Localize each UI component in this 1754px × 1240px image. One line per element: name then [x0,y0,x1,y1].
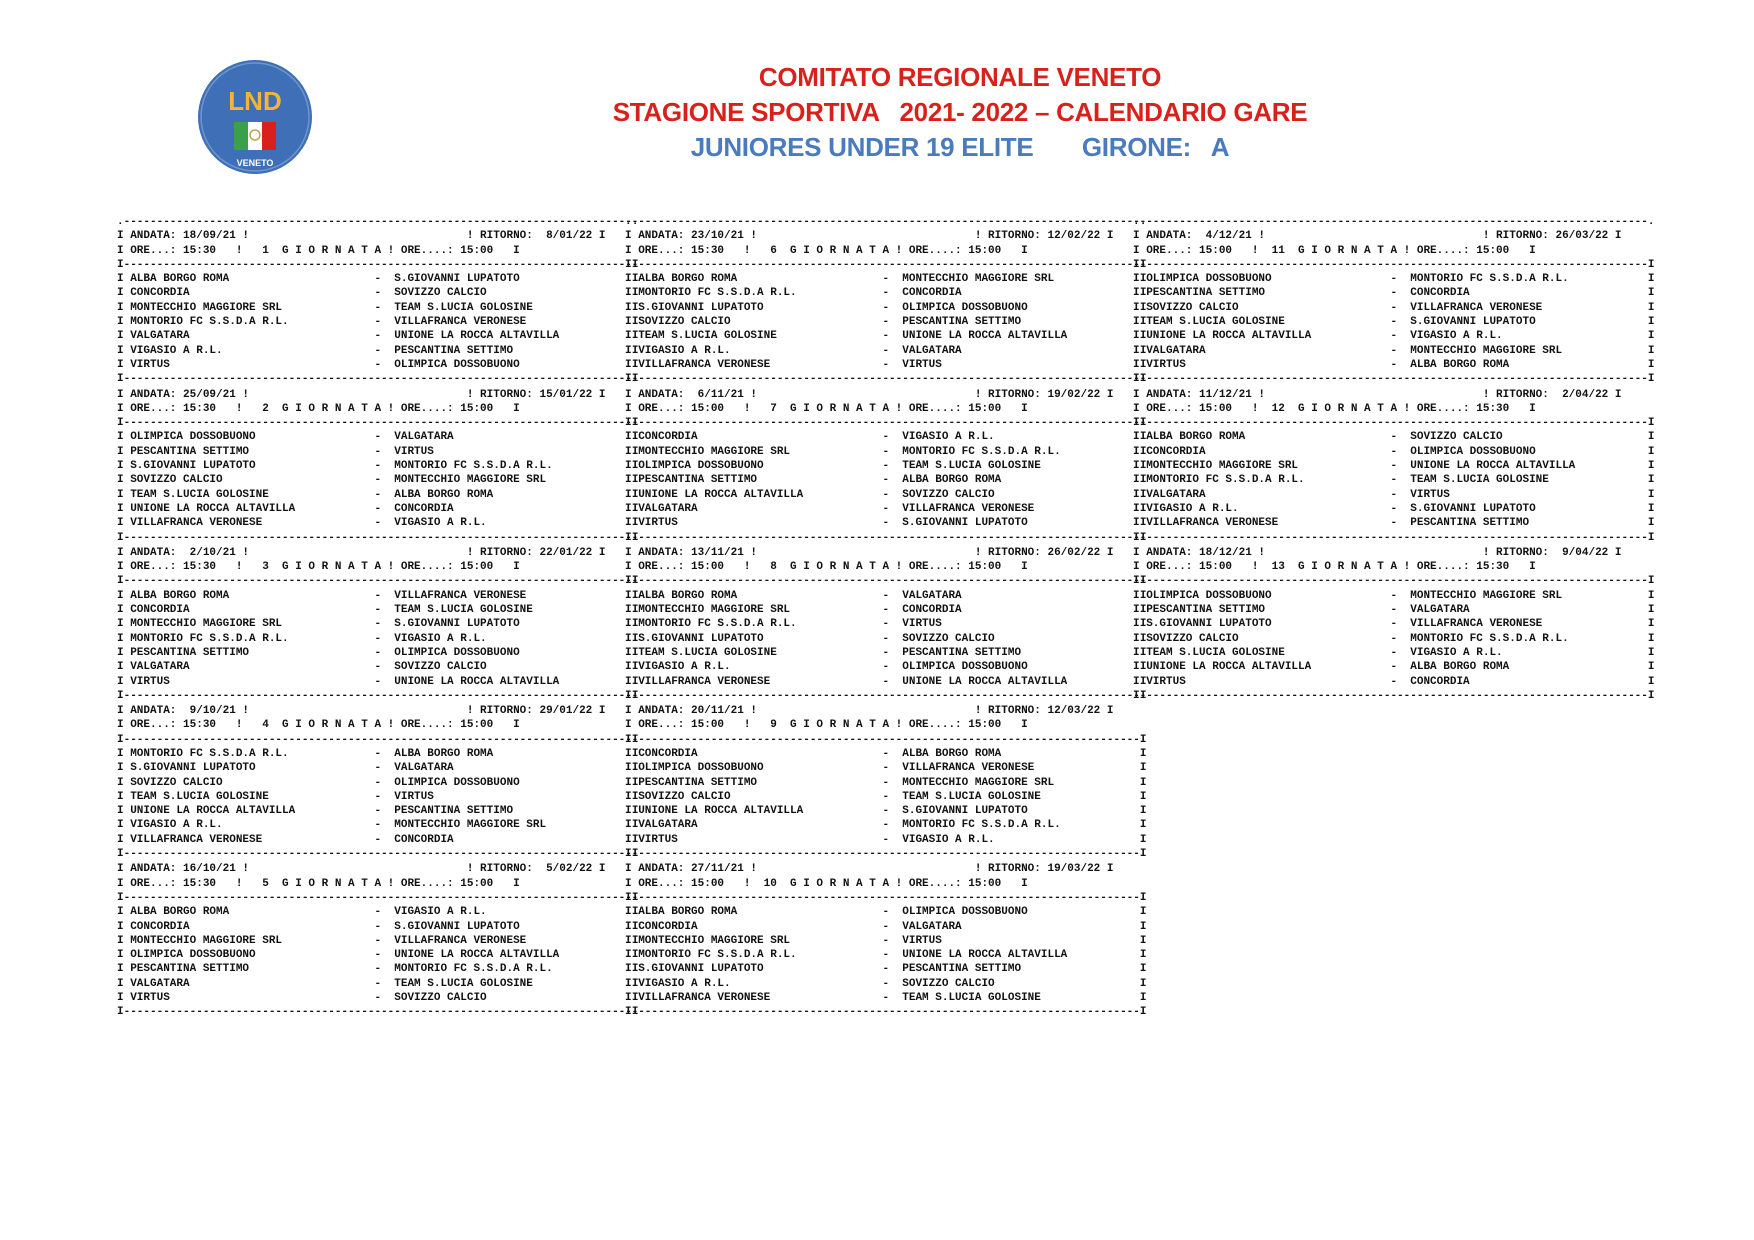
giornata-text: I ANDATA: 2/10/21 ! ! RITORNO: 22/01/22 I I ORE...: 15:30 ! 3 G I O R N A T A ! ORE....: 15:00 I I-----------------------------------------------------------------------------I I ALBA BORGO ROMA - VILLAFRANCA VERONESE I I CONCORDIA - TEAM S.LUCIA GOLOSINE I I MONTECCHIO MAGGIORE SRL - S.GIOVANNI LUPATOTO I I MONTORIO FC S.S.D.A R.L. - VIGASIO A R.L. I I PESCANTINA SETTIMO - OLIMPICA DOSSOBUONO I I VALGATARA - SOVIZZO CALCIO I I VIRTUS - UNIONE LA ROCCA ALTAVILLA I I-----------------------------------------------------------------------------I [117,546,639,702]
giornata-text: .-----------------------------------------------------------------------------. I ANDATA: 4/12/21 ! ! RITORNO: 26/03/22 I I ORE...: 15:00 ! 11 G I O R N A T A ! ORE....: 15:00 I I-----------------------------------------------------------------------------I I OLIMPICA DOSSOBUONO - MONTORIO FC S.S.D.A R.L. I I PESCANTINA SETTIMO - CONCORDIA I I SOVIZZO CALCIO - VILLAFRANCA VERONESE I I TEAM S.LUCIA GOLOSINE - S.GIOVANNI LUPATOTO I I UNIONE LA ROCCA ALTAVILLA - VIGASIO A R.L. I I VALGATARA - MONTECCHIO MAGGIORE SRL I I VIRTUS - ALBA BORGO ROMA I I-----------------------------------------------------------------------------I [1133,216,1655,386]
logo-text: LND [228,86,282,116]
calendar-column [1133,215,1655,704]
document-header [450,60,1470,165]
header-season: STAGIONE SPORTIVA 2021- 2022 – CALENDARIO GARE [612,97,1308,127]
giornata-block [117,215,639,387]
giornata-block [625,215,1147,387]
giornata-text: I ANDATA: 6/11/21 ! ! RITORNO: 19/02/22 I I ORE...: 15:00 ! 7 G I O R N A T A ! ORE....: 15:00 I I-----------------------------------------------------------------------------I I CONCORDIA - VIGASIO A R.L. I I MONTECCHIO MAGGIORE SRL - MONTORIO FC S.S.D.A R.L. I I OLIMPICA DOSSOBUONO - TEAM S.LUCIA GOLOSINE I I PESCANTINA SETTIMO - ALBA BORGO ROMA I I UNIONE LA ROCCA ALTAVILLA - SOVIZZO CALCIO I I VALGATARA - VILLAFRANCA VERONESE I I VIRTUS - S.GIOVANNI LUPATOTO I I-----------------------------------------------------------------------------I [625,388,1147,544]
giornata-text: I ANDATA: 16/10/21 ! ! RITORNO: 5/02/22 I I ORE...: 15:30 ! 5 G I O R N A T A ! ORE....: 15:00 I I-----------------------------------------------------------------------------I I ALBA BORGO ROMA - VIGASIO A R.L. I I CONCORDIA - S.GIOVANNI LUPATOTO I I MONTECCHIO MAGGIORE SRL - VILLAFRANCA VERONESE I I OLIMPICA DOSSOBUONO - UNIONE LA ROCCA ALTAVILLA I I PESCANTINA SETTIMO - MONTORIO FC S.S.D.A R.L. I I VALGATARA - TEAM S.LUCIA GOLOSINE I I VIRTUS - SOVIZZO CALCIO I I-----------------------------------------------------------------------------I [117,863,639,1019]
giornata-text: .-----------------------------------------------------------------------------. I ANDATA: 23/10/21 ! ! RITORNO: 12/02/22 I I ORE...: 15:30 ! 6 G I O R N A T A ! ORE....: 15:00 I I-----------------------------------------------------------------------------I I ALBA BORGO ROMA - MONTECCHIO MAGGIORE SRL I I MONTORIO FC S.S.D.A R.L. - CONCORDIA I I S.GIOVANNI LUPATOTO - OLIMPICA DOSSOBUONO I I SOVIZZO CALCIO - PESCANTINA SETTIMO I I TEAM S.LUCIA GOLOSINE - UNIONE LA ROCCA ALTAVILLA I I VIGASIO A R.L. - VALGATARA I I VILLAFRANCA VERONESE - VIRTUS I I-----------------------------------------------------------------------------I [625,216,1147,386]
giornata-text: I ANDATA: 27/11/21 ! ! RITORNO: 19/03/22 I I ORE...: 15:00 ! 10 G I O R N A T A ! ORE....: 15:00 I I-----------------------------------------------------------------------------I I ALBA BORGO ROMA - OLIMPICA DOSSOBUONO I I CONCORDIA - VALGATARA I I MONTECCHIO MAGGIORE SRL - VIRTUS I I MONTORIO FC S.S.D.A R.L. - UNIONE LA ROCCA ALTAVILLA I I S.GIOVANNI LUPATOTO - PESCANTINA SETTIMO I I VIGASIO A R.L. - SOVIZZO CALCIO I I VILLAFRANCA VERONESE - TEAM S.LUCIA GOLOSINE I I-----------------------------------------------------------------------------I [625,863,1147,1019]
giornata-block [625,546,1147,703]
calendar-grid [117,215,1655,1021]
header-title: COMITATO REGIONALE VENETO [758,62,1162,92]
giornata-block [117,546,639,703]
giornata-block [1133,215,1655,387]
giornata-text: I ANDATA: 20/11/21 ! ! RITORNO: 12/03/22 I I ORE...: 15:00 ! 9 G I O R N A T A ! ORE....: 15:00 I I-----------------------------------------------------------------------------I I CONCORDIA - ALBA BORGO ROMA I I OLIMPICA DOSSOBUONO - VILLAFRANCA VERONESE I I PESCANTINA SETTIMO - MONTECCHIO MAGGIORE SRL I I SOVIZZO CALCIO - TEAM S.LUCIA GOLOSINE I I UNIONE LA ROCCA ALTAVILLA - S.GIOVANNI LUPATOTO I I VALGATARA - MONTORIO FC S.S.D.A R.L. I I VIRTUS - VIGASIO A R.L. I I-----------------------------------------------------------------------------I [625,705,1147,861]
header-category: JUNIORES UNDER 19 ELITE GIRONE: A [690,132,1230,162]
giornata-text: I ANDATA: 18/12/21 ! ! RITORNO: 9/04/22 I I ORE...: 15:00 ! 13 G I O R N A T A ! ORE....: 15:30 I I-----------------------------------------------------------------------------I I OLIMPICA DOSSOBUONO - MONTECCHIO MAGGIORE SRL I I PESCANTINA SETTIMO - VALGATARA I I S.GIOVANNI LUPATOTO - VILLAFRANCA VERONESE I I SOVIZZO CALCIO - MONTORIO FC S.S.D.A R.L. I I TEAM S.LUCIA GOLOSINE - VIGASIO A R.L. I I UNIONE LA ROCCA ALTAVILLA - ALBA BORGO ROMA I I VIRTUS - CONCORDIA I I-----------------------------------------------------------------------------I [1133,546,1655,702]
giornata-block [1133,546,1655,703]
giornata-text: I ANDATA: 25/09/21 ! ! RITORNO: 15/01/22 I I ORE...: 15:30 ! 2 G I O R N A T A ! ORE....: 15:00 I I-----------------------------------------------------------------------------I I OLIMPICA DOSSOBUONO - VALGATARA I I PESCANTINA SETTIMO - VIRTUS I I S.GIOVANNI LUPATOTO - MONTORIO FC S.S.D.A R.L. I I SOVIZZO CALCIO - MONTECCHIO MAGGIORE SRL I I TEAM S.LUCIA GOLOSINE - ALBA BORGO ROMA I I UNIONE LA ROCCA ALTAVILLA - CONCORDIA I I VILLAFRANCA VERONESE - VIGASIO A R.L. I I-----------------------------------------------------------------------------I [117,388,639,544]
giornata-block [117,388,639,545]
giornata-block [625,388,1147,545]
giornata-block [117,704,639,861]
giornata-block [625,704,1147,861]
giornata-block [117,862,639,1019]
calendar-column [625,215,1147,1021]
logo-subtext: VENETO [236,158,274,168]
giornata-text: I ANDATA: 13/11/21 ! ! RITORNO: 26/02/22 I I ORE...: 15:00 ! 8 G I O R N A T A ! ORE....: 15:00 I I-----------------------------------------------------------------------------I I ALBA BORGO ROMA - VALGATARA I I MONTECCHIO MAGGIORE SRL - CONCORDIA I I MONTORIO FC S.S.D.A R.L. - VIRTUS I I S.GIOVANNI LUPATOTO - SOVIZZO CALCIO I I TEAM S.LUCIA GOLOSINE - PESCANTINA SETTIMO I I VIGASIO A R.L. - OLIMPICA DOSSOBUONO I I VILLAFRANCA VERONESE - UNIONE LA ROCCA ALTAVILLA I I-----------------------------------------------------------------------------I [625,546,1147,702]
giornata-text: I ANDATA: 9/10/21 ! ! RITORNO: 29/01/22 I I ORE...: 15:30 ! 4 G I O R N A T A ! ORE....: 15:00 I I-----------------------------------------------------------------------------I I MONTORIO FC S.S.D.A R.L. - ALBA BORGO ROMA I I S.GIOVANNI LUPATOTO - VALGATARA I I SOVIZZO CALCIO - OLIMPICA DOSSOBUONO I I TEAM S.LUCIA GOLOSINE - VIRTUS I I UNIONE LA ROCCA ALTAVILLA - PESCANTINA SETTIMO I I VIGASIO A R.L. - MONTECCHIO MAGGIORE SRL I I VILLAFRANCA VERONESE - CONCORDIA I I-----------------------------------------------------------------------------I [117,705,639,861]
giornata-block [1133,388,1655,545]
calendar-column [117,215,639,1021]
giornata-text: I ANDATA: 11/12/21 ! ! RITORNO: 2/04/22 I I ORE...: 15:00 ! 12 G I O R N A T A ! ORE....: 15:30 I I-----------------------------------------------------------------------------I I ALBA BORGO ROMA - SOVIZZO CALCIO I I CONCORDIA - OLIMPICA DOSSOBUONO I I MONTECCHIO MAGGIORE SRL - UNIONE LA ROCCA ALTAVILLA I I MONTORIO FC S.S.D.A R.L. - TEAM S.LUCIA GOLOSINE I I VALGATARA - VIRTUS I I VIGASIO A R.L. - S.GIOVANNI LUPATOTO I I VILLAFRANCA VERONESE - PESCANTINA SETTIMO I I-----------------------------------------------------------------------------I [1133,388,1655,544]
giornata-text: .-----------------------------------------------------------------------------. I ANDATA: 18/09/21 ! ! RITORNO: 8/01/22 I I ORE...: 15:30 ! 1 G I O R N A T A ! ORE....: 15:00 I I-----------------------------------------------------------------------------I I ALBA BORGO ROMA - S.GIOVANNI LUPATOTO I I CONCORDIA - SOVIZZO CALCIO I I MONTECCHIO MAGGIORE SRL - TEAM S.LUCIA GOLOSINE I I MONTORIO FC S.S.D.A R.L. - VILLAFRANCA VERONESE I I VALGATARA - UNIONE LA ROCCA ALTAVILLA I I VIGASIO A R.L. - PESCANTINA SETTIMO I I VIRTUS - OLIMPICA DOSSOBUONO I I-----------------------------------------------------------------------------I [117,216,639,386]
giornata-block [625,862,1147,1019]
lnd-veneto-logo [196,58,314,176]
